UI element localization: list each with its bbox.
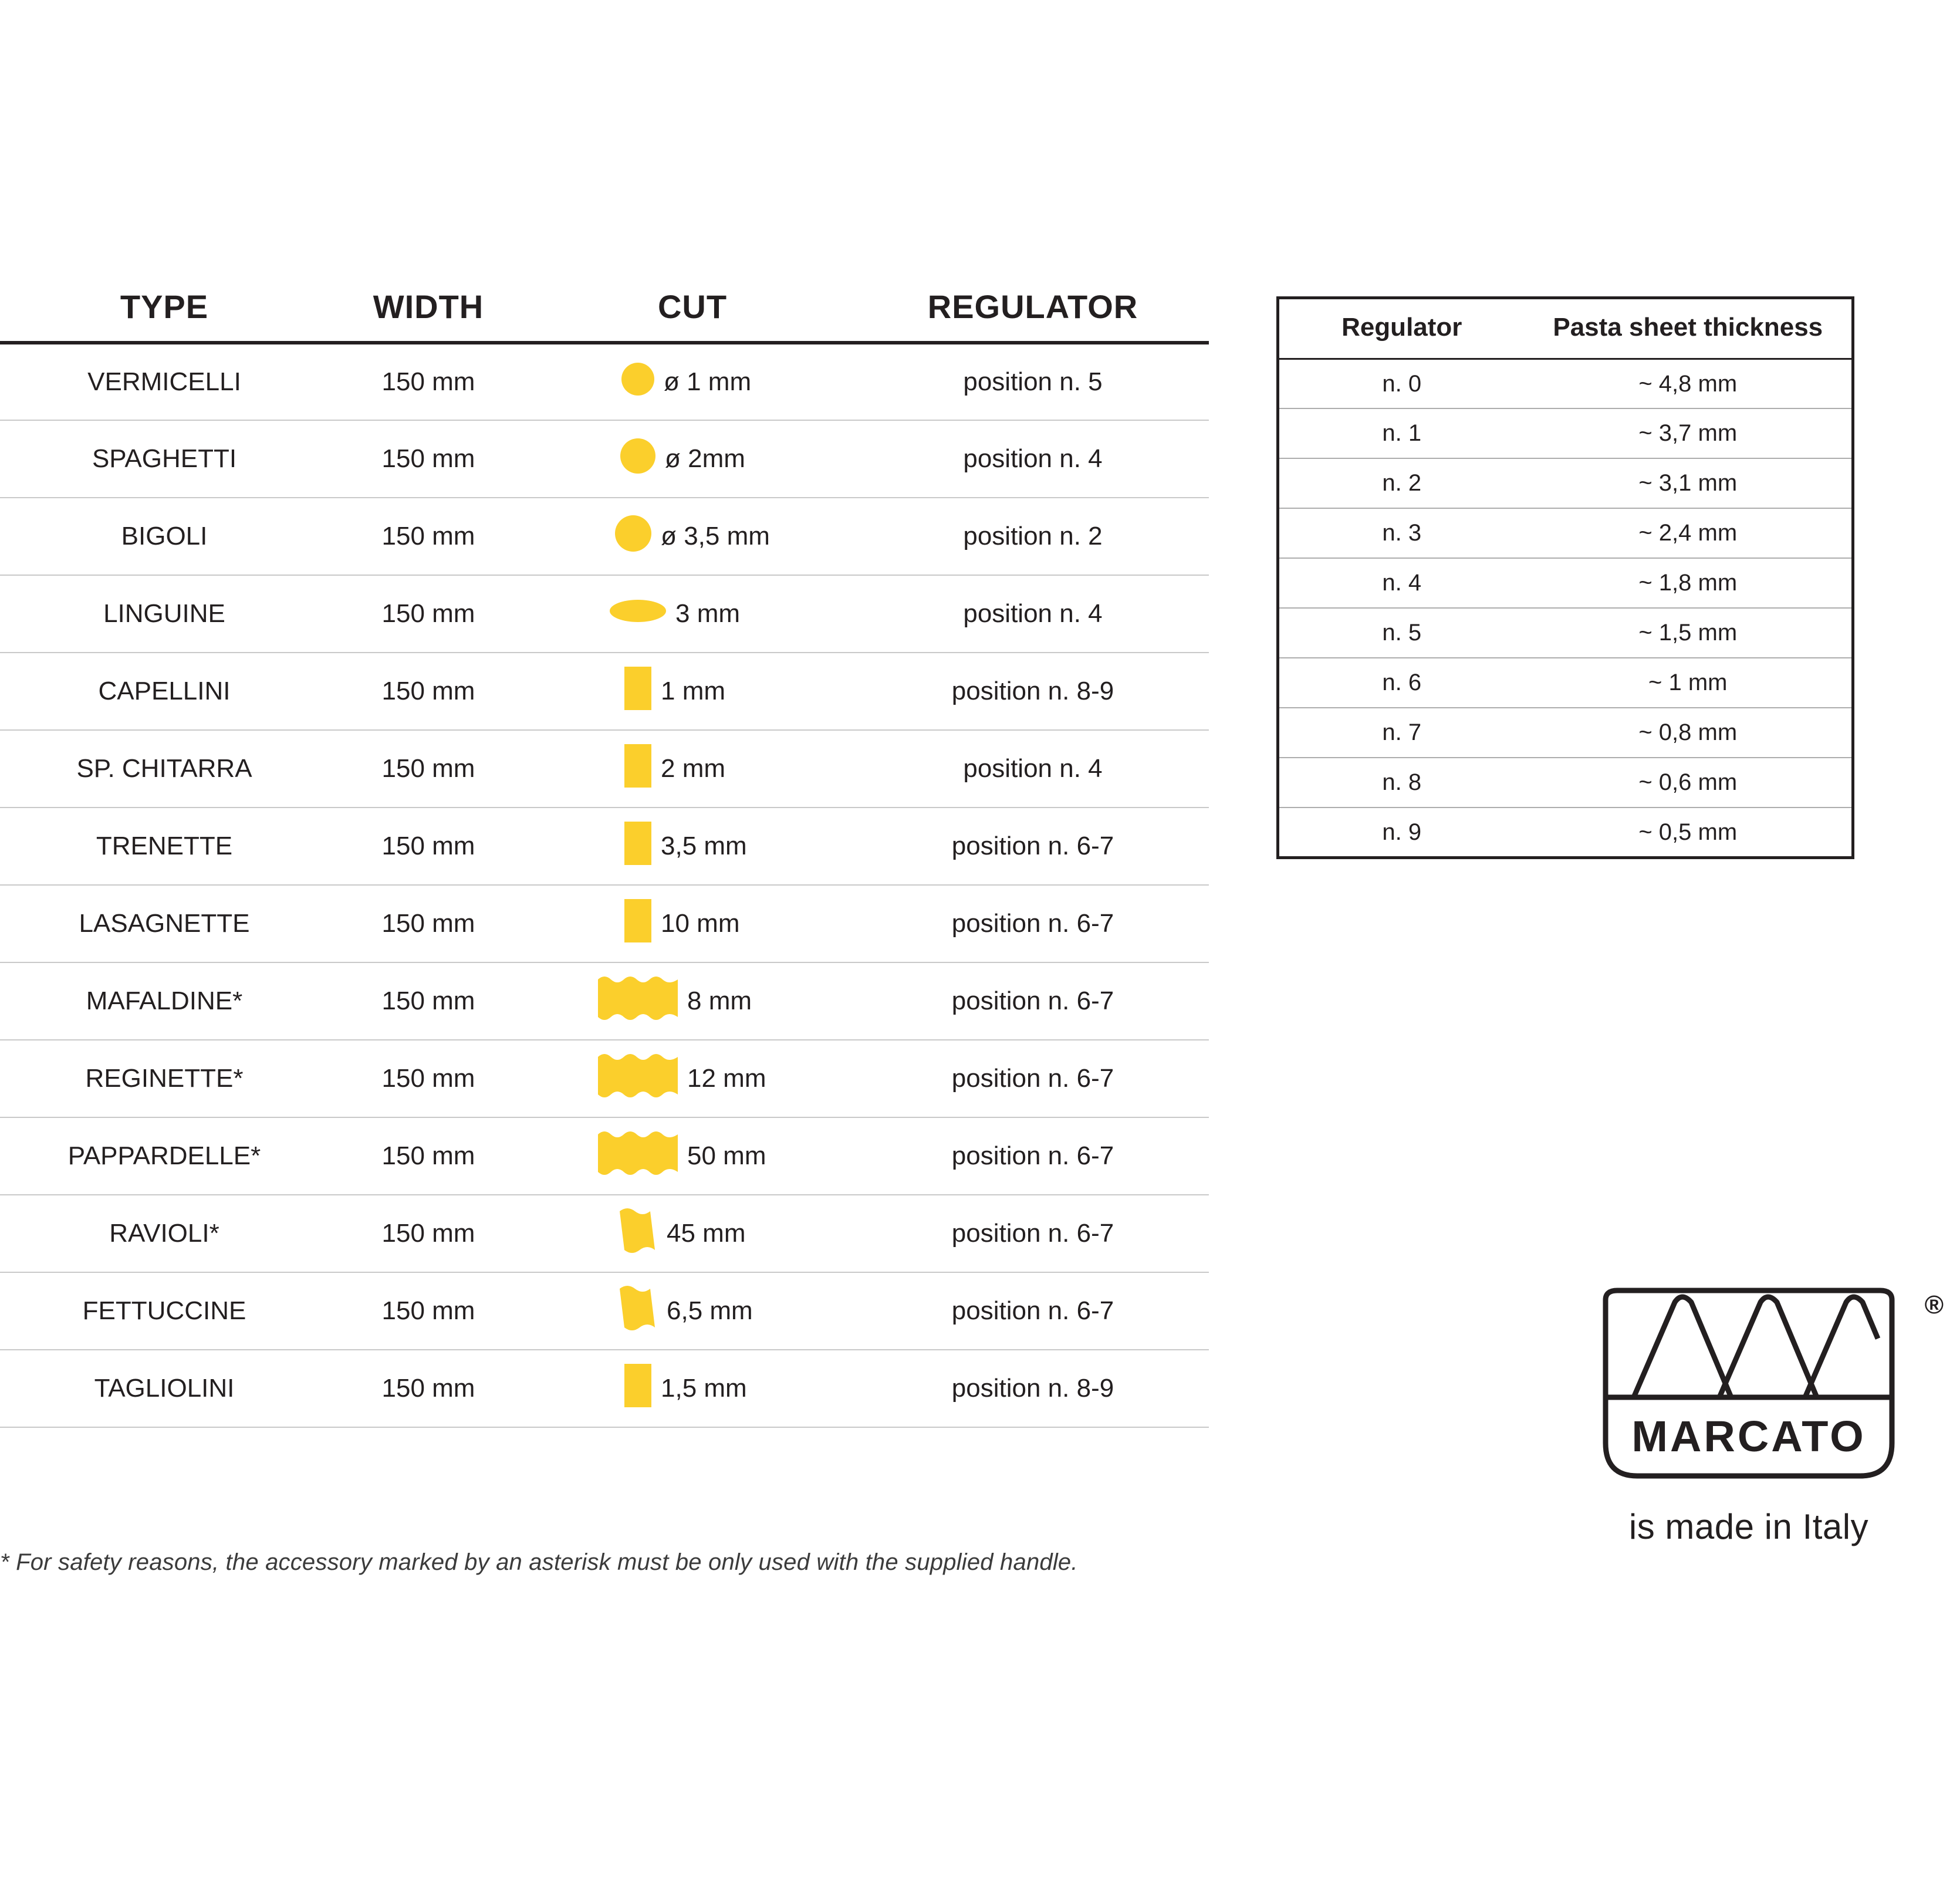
cell-width: 150 mm — [329, 1040, 528, 1117]
cell-width: 150 mm — [329, 808, 528, 885]
regulator-table-body — [1278, 359, 1853, 857]
cell-pasta-type: PAPPARDELLE* — [0, 1117, 329, 1195]
regulator-table-row — [1278, 408, 1853, 458]
cell-regulator-position: position n. 8-9 — [857, 653, 1209, 730]
cell-regulator-number: n. 5 — [1278, 608, 1525, 658]
cut-shape-wavy-wide-icon — [598, 1053, 678, 1104]
cell-cut — [528, 885, 857, 962]
pasta-types-table-container — [0, 288, 1209, 1428]
table-row — [0, 730, 1209, 808]
cell-regulator-position: position n. 8-9 — [857, 1350, 1209, 1427]
table-row — [0, 420, 1209, 498]
table-row — [0, 962, 1209, 1040]
regulator-table-header — [1278, 298, 1853, 359]
cell-width: 150 mm — [329, 730, 528, 808]
cell-regulator-number: n. 8 — [1278, 758, 1525, 808]
cell-pasta-type: REGINETTE* — [0, 1040, 329, 1117]
regulator-table-row — [1278, 708, 1853, 758]
cell-cut — [528, 1117, 857, 1195]
cut-measure-label: ø 2mm — [665, 444, 745, 473]
cut-measure-label: 45 mm — [667, 1219, 746, 1248]
cut-measure-label: 10 mm — [661, 909, 740, 938]
table-row — [0, 1195, 1209, 1272]
cell-sheet-thickness: ~ 1 mm — [1525, 658, 1853, 708]
cell-cut — [528, 1272, 857, 1350]
cell-regulator-position: position n. 6-7 — [857, 1195, 1209, 1272]
cell-regulator-position: position n. 4 — [857, 420, 1209, 498]
safety-footnote: * For safety reasons, the accessory marked by an asterisk must be only used with the supplied handle. — [0, 1549, 1078, 1575]
cut-shape-rectangle-icon — [624, 899, 651, 949]
cell-sheet-thickness: ~ 0,5 mm — [1638, 819, 1738, 845]
cell-width: 150 mm — [329, 885, 528, 962]
table-row — [0, 343, 1209, 420]
table-body — [0, 343, 1209, 1427]
cell-regulator-number: n. 4 — [1278, 558, 1525, 608]
cell-width: 150 mm — [329, 498, 528, 575]
cell-sheet-thickness: ~ 3,7 mm — [1525, 408, 1853, 458]
table-row — [0, 575, 1209, 653]
cell-cut — [528, 1040, 857, 1117]
cell-cut — [528, 498, 857, 575]
column-header-regulator-number: Regulator — [1278, 298, 1525, 359]
cut-shape-rectangle-icon — [624, 667, 651, 717]
regulator-table-row — [1278, 658, 1853, 708]
cut-shape-wavy-wide-icon — [598, 1131, 678, 1182]
cell-regulator-position: position n. 6-7 — [857, 1117, 1209, 1195]
cell-sheet-thickness: ~ 3,1 mm — [1525, 458, 1853, 508]
cell-sheet-thickness: ~ 0,6 mm — [1525, 758, 1853, 808]
cell-pasta-type: VERMICELLI — [0, 343, 329, 420]
cell-regulator-position: position n. 4 — [857, 575, 1209, 653]
cell-cut — [528, 420, 857, 498]
cut-cell-content — [529, 1053, 856, 1104]
cut-measure-label: 3,5 mm — [661, 832, 747, 860]
cut-cell-content — [529, 899, 856, 949]
cut-shape-wavy-narrow-icon — [619, 1208, 657, 1260]
cell-cut — [528, 808, 857, 885]
cell-sheet-thickness: ~ 0,8 mm — [1525, 708, 1853, 758]
cell-regulator-position: position n. 6-7 — [857, 1040, 1209, 1117]
cut-measure-label: 50 mm — [687, 1141, 766, 1170]
column-header-type: TYPE — [120, 288, 209, 325]
cell-regulator-number: n. 9 — [1382, 819, 1422, 845]
cell-width: 150 mm — [329, 653, 528, 730]
regulator-thickness-table — [1276, 296, 1854, 859]
cell-width: 150 mm — [329, 1272, 528, 1350]
cell-regulator-number: n. 3 — [1278, 508, 1525, 558]
regulator-table-row — [1278, 458, 1853, 508]
table-header — [0, 288, 1209, 343]
cell-width: 150 mm — [329, 575, 528, 653]
cell-cut — [528, 343, 857, 420]
regulator-table-row — [1278, 758, 1853, 808]
cell-cut — [528, 575, 857, 653]
cut-measure-label: 6,5 mm — [667, 1296, 753, 1325]
column-header-cut: CUT — [657, 288, 728, 325]
regulator-table-row — [1278, 558, 1853, 608]
cell-pasta-type: MAFALDINE* — [0, 962, 329, 1040]
column-header-sheet-thickness: Pasta sheet thickness — [1525, 298, 1853, 359]
cell-regulator-position: position n. 6-7 — [857, 808, 1209, 885]
table-row — [0, 498, 1209, 575]
cell-pasta-type: CAPELLINI — [0, 653, 329, 730]
cell-pasta-type: TAGLIOLINI — [0, 1350, 329, 1427]
cell-width: 150 mm — [329, 962, 528, 1040]
cell-pasta-type: LASAGNETTE — [0, 885, 329, 962]
cell-width: 150 mm — [329, 343, 528, 420]
cell-pasta-type: TRENETTE — [0, 808, 329, 885]
table-row — [0, 885, 1209, 962]
cell-regulator-number: n. 6 — [1278, 658, 1525, 708]
registered-trademark-icon: ® — [1924, 1290, 1944, 1319]
cut-cell-content — [529, 1285, 856, 1337]
pasta-types-table — [0, 288, 1209, 1428]
cell-pasta-type: SPAGHETTI — [0, 420, 329, 498]
cell-regulator-position: position n. 5 — [857, 343, 1209, 420]
cell-regulator-position: position n. 4 — [857, 730, 1209, 808]
cut-shape-wavy-wide-icon — [598, 976, 678, 1027]
cut-shape-ellipse-icon — [610, 599, 666, 629]
cut-cell-content — [529, 363, 856, 402]
cell-width: 150 mm — [329, 1350, 528, 1427]
cell-pasta-type: FETTUCCINE — [0, 1272, 329, 1350]
table-row — [0, 1117, 1209, 1195]
cell-sheet-thickness: ~ 4,8 mm — [1525, 359, 1853, 408]
cell-regulator-position: position n. 6-7 — [857, 962, 1209, 1040]
cell-width: 150 mm — [329, 1195, 528, 1272]
table-row — [0, 1350, 1209, 1427]
cell-regulator-number: n. 2 — [1278, 458, 1525, 508]
cell-regulator-number: n. 1 — [1278, 408, 1525, 458]
cell-sheet-thickness: ~ 1,8 mm — [1525, 558, 1853, 608]
cell-regulator-number: n. 7 — [1278, 708, 1525, 758]
table-row — [0, 653, 1209, 730]
cell-sheet-thickness: ~ 2,4 mm — [1525, 508, 1853, 558]
table-row — [0, 808, 1209, 885]
cell-regulator-position: position n. 6-7 — [857, 1272, 1209, 1350]
cut-measure-label: 1,5 mm — [661, 1374, 747, 1403]
table-row — [0, 1272, 1209, 1350]
cell-cut — [528, 1195, 857, 1272]
cell-pasta-type: LINGUINE — [0, 575, 329, 653]
cell-pasta-type: SP. CHITARRA — [0, 730, 329, 808]
cut-measure-label: ø 1 mm — [664, 367, 752, 396]
cut-shape-rectangle-icon — [624, 1364, 651, 1414]
cut-shape-circle-icon — [615, 515, 651, 558]
cut-measure-label: ø 3,5 mm — [661, 522, 770, 550]
cut-shape-rectangle-icon — [624, 744, 651, 794]
cell-regulator-position: position n. 2 — [857, 498, 1209, 575]
cell-width: 150 mm — [329, 420, 528, 498]
cut-measure-label: 1 mm — [661, 677, 725, 705]
regulator-table-row — [1278, 359, 1853, 408]
cut-cell-content — [529, 438, 856, 480]
cut-cell-content — [529, 667, 856, 717]
cell-pasta-type: BIGOLI — [0, 498, 329, 575]
cell-width: 150 mm — [329, 1117, 528, 1195]
marcato-logo-icon — [1584, 1282, 1944, 1494]
column-header-width: WIDTH — [373, 288, 484, 325]
cut-shape-circle-icon — [621, 363, 654, 402]
cut-shape-rectangle-icon — [624, 822, 651, 871]
cut-measure-label: 2 mm — [661, 754, 725, 783]
cut-cell-content — [529, 1208, 856, 1260]
regulator-table-row — [1278, 608, 1853, 658]
regulator-table-row — [1278, 808, 1853, 857]
cell-cut — [528, 730, 857, 808]
cut-cell-content — [529, 976, 856, 1027]
cell-cut — [528, 962, 857, 1040]
cut-cell-content — [529, 744, 856, 794]
svg-text:MARCATO: MARCATO — [1631, 1412, 1866, 1461]
cut-shape-wavy-narrow-icon — [619, 1285, 657, 1337]
cut-cell-content — [529, 599, 856, 629]
cut-measure-label: 8 mm — [687, 986, 752, 1015]
regulator-thickness-table-container — [1276, 296, 1851, 859]
table-row — [0, 1040, 1209, 1117]
cell-cut — [528, 653, 857, 730]
column-header-regulator: REGULATOR — [927, 288, 1138, 325]
cut-shape-circle-icon — [620, 438, 655, 480]
cut-cell-content — [529, 1131, 856, 1182]
cut-cell-content — [529, 515, 856, 558]
cell-regulator-position: position n. 6-7 — [857, 885, 1209, 962]
cut-cell-content — [529, 822, 856, 871]
cell-cut — [528, 1350, 857, 1427]
brand-logo-block — [1537, 1282, 1960, 1547]
cut-measure-label: 3 mm — [675, 599, 740, 628]
cell-sheet-thickness: ~ 1,5 mm — [1525, 608, 1853, 658]
cut-cell-content — [529, 1364, 856, 1414]
cell-regulator-number: n. 0 — [1278, 359, 1525, 408]
cut-measure-label: 12 mm — [687, 1064, 766, 1093]
logo-tagline: is made in Italy — [1628, 1507, 1869, 1546]
cell-pasta-type: RAVIOLI* — [0, 1195, 329, 1272]
regulator-table-row — [1278, 508, 1853, 558]
